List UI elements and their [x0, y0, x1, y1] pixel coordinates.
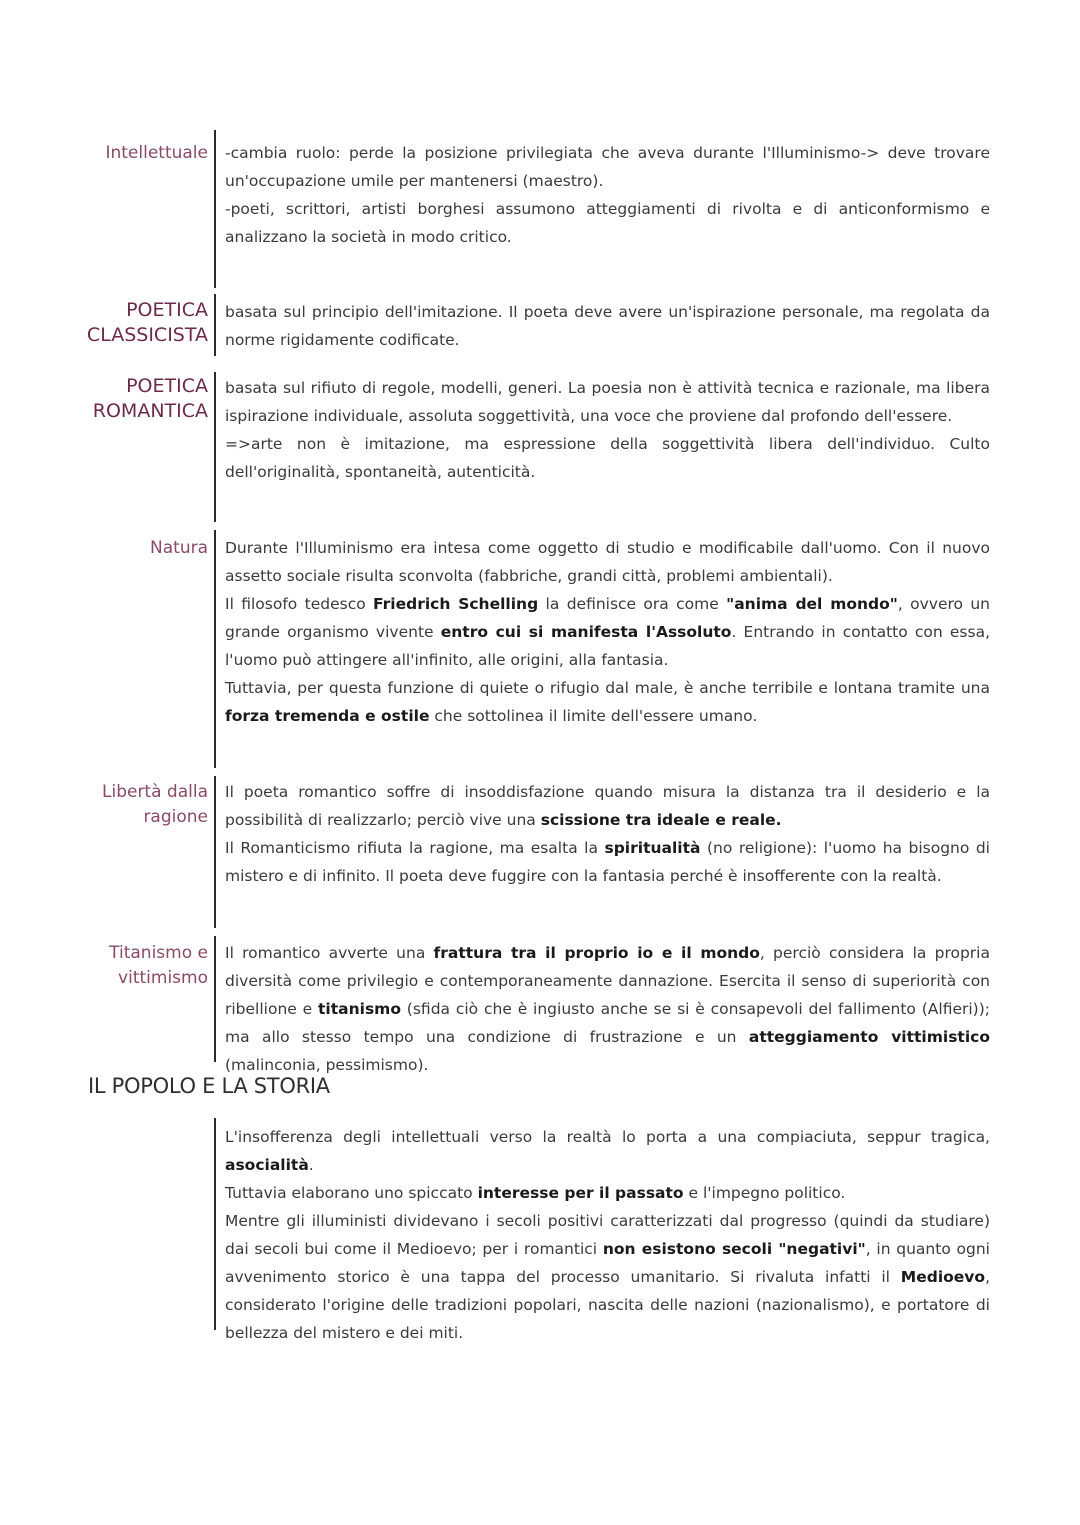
block-label: [109, 941, 208, 991]
block-label: [87, 298, 208, 348]
emphasis-text: "anima del mondo": [726, 595, 898, 613]
divider-line: [214, 1118, 216, 1330]
emphasis-text: spiritualità: [604, 839, 701, 857]
divider-line: [214, 294, 216, 356]
block-label-line: Titanismo e: [109, 943, 208, 963]
block-text: [225, 1123, 990, 1347]
emphasis-text: scissione tra ideale e reale.: [540, 811, 782, 829]
emphasis-text: frattura tra il proprio io e il mondo: [433, 944, 760, 962]
block-text: [225, 534, 990, 730]
emphasis-text: titanismo: [318, 1000, 401, 1018]
block-label-line: vittimismo: [118, 968, 208, 988]
paragraph: Il Romanticismo rifiuta la ragione, ma esalta la spiritualità (no religione): l'uomo ha bisogno di mistero e di infinito. Il poeta deve fuggire con la fantasia perché è insofferente con la realtà.: [225, 839, 990, 885]
paragraph: Durante l'Illuminismo era intesa come oggetto di studio e modificabile dall'uomo. Con il nuovo assetto sociale risulta sconvolta (fabbriche, grandi città, problemi ambientali).: [225, 539, 990, 585]
block-label: [102, 780, 208, 830]
paragraph: Il poeta romantico soffre di insoddisfazione quando misura la distanza tra il desiderio e la possibilità di realizzarlo; perciò vive una scissione tra ideale e reale.: [225, 783, 990, 829]
section-title: IL POPOLO E LA STORIA: [88, 1074, 330, 1098]
emphasis-text: entro cui si manifesta l'Assoluto: [440, 623, 732, 641]
paragraph: L'insofferenza degli intellettuali verso la realtà lo porta a una compiaciuta, seppur tragica, asocialità.: [225, 1128, 990, 1174]
block-text: [225, 374, 990, 486]
paragraph: -cambia ruolo: perde la posizione privilegiata che aveva durante l'Illuminismo-> deve trovare un'occupazione umile per mantenersi (maestro).: [225, 144, 990, 190]
paragraph: Mentre gli illuministi dividevano i secoli positivi caratterizzati dal progresso (quindi da studiare) dai secoli bui come il Medioevo; per i romantici non esistono secoli "negativi", in quanto ogni avvenimento storico è una tappa del processo umanitario. Si rivaluta infatti il Medioevo, considerato l'origine delle tradizioni popolari, nascita delle nazioni (nazionalismo), e portatore di bellezza del mistero e dei miti.: [225, 1212, 990, 1342]
block-label: Natura: [150, 538, 208, 558]
block-label-line: Libertà dalla: [102, 782, 208, 802]
block-label: [93, 374, 208, 424]
emphasis-text: interesse per il passato: [477, 1184, 684, 1202]
emphasis-text: Friedrich Schelling: [373, 595, 539, 613]
divider-line: [214, 130, 216, 288]
block-label-line: CLASSICISTA: [86, 324, 208, 346]
divider-line: [214, 530, 216, 768]
divider-line: [214, 936, 216, 1062]
block-text: [225, 139, 990, 251]
paragraph: =>arte non è imitazione, ma espressione della soggettività libera dell'individuo. Culto dell'originalità, spontaneità, autenticità.: [225, 435, 990, 481]
block-label-line: POETICA: [126, 299, 208, 321]
paragraph: basata sul principio dell'imitazione. Il poeta deve avere un'ispirazione personale, ma regolata da norme rigidamente codificate.: [225, 303, 990, 349]
block-label-line: POETICA: [126, 375, 208, 397]
emphasis-text: Medioevo: [900, 1268, 986, 1286]
block-text: [225, 939, 990, 1079]
block-text: [225, 778, 990, 890]
paragraph: -poeti, scrittori, artisti borghesi assumono atteggiamenti di rivolta e di anticonformismo e analizzano la società in modo critico.: [225, 200, 990, 246]
block-label-line: ROMANTICA: [92, 400, 208, 422]
divider-line: [214, 372, 216, 522]
emphasis-text: atteggiamento vittimistico: [748, 1028, 990, 1046]
paragraph: basata sul rifiuto di regole, modelli, generi. La poesia non è attività tecnica e razionale, ma libera ispirazione individuale, assoluta soggettività, una voce che proviene dal profondo dell'essere.: [225, 379, 990, 425]
block-label-line: ragione: [143, 807, 208, 827]
divider-line: [214, 776, 216, 928]
emphasis-text: asocialità: [225, 1156, 309, 1174]
paragraph: Il filosofo tedesco Friedrich Schelling la definisce ora come "anima del mondo", ovvero un grande organismo vivente entro cui si manifesta l'Assoluto. Entrando in contatto con essa, l'uomo può attingere all'infinito, alle origini, alla fantasia.: [225, 595, 991, 669]
block-text: [225, 298, 990, 354]
paragraph: Tuttavia elaborano uno spiccato interesse per il passato e l'impegno politico.: [225, 1184, 846, 1202]
paragraph: Il romantico avverte una frattura tra il proprio io e il mondo, perciò considera la propria diversità come privilegio e contemporaneamente dannazione. Esercita il senso di superiorità con ribellione e titanismo (sfida ciò che è ingiusto anche se si è consapevoli del fallimento (Alfieri)); ma allo stesso tempo una condizione di frustrazione e un atteggiamento vittimistico (malinconia, pessimismo).: [225, 944, 990, 1074]
paragraph: Tuttavia, per questa funzione di quiete o rifugio dal male, è anche terribile e lontana tramite una forza tremenda e ostile che sottolinea il limite dell'essere umano.: [225, 679, 990, 725]
emphasis-text: non esistono secoli "negativi": [602, 1240, 866, 1258]
emphasis-text: forza tremenda e ostile: [225, 707, 430, 725]
block-label: Intellettuale: [105, 143, 208, 163]
